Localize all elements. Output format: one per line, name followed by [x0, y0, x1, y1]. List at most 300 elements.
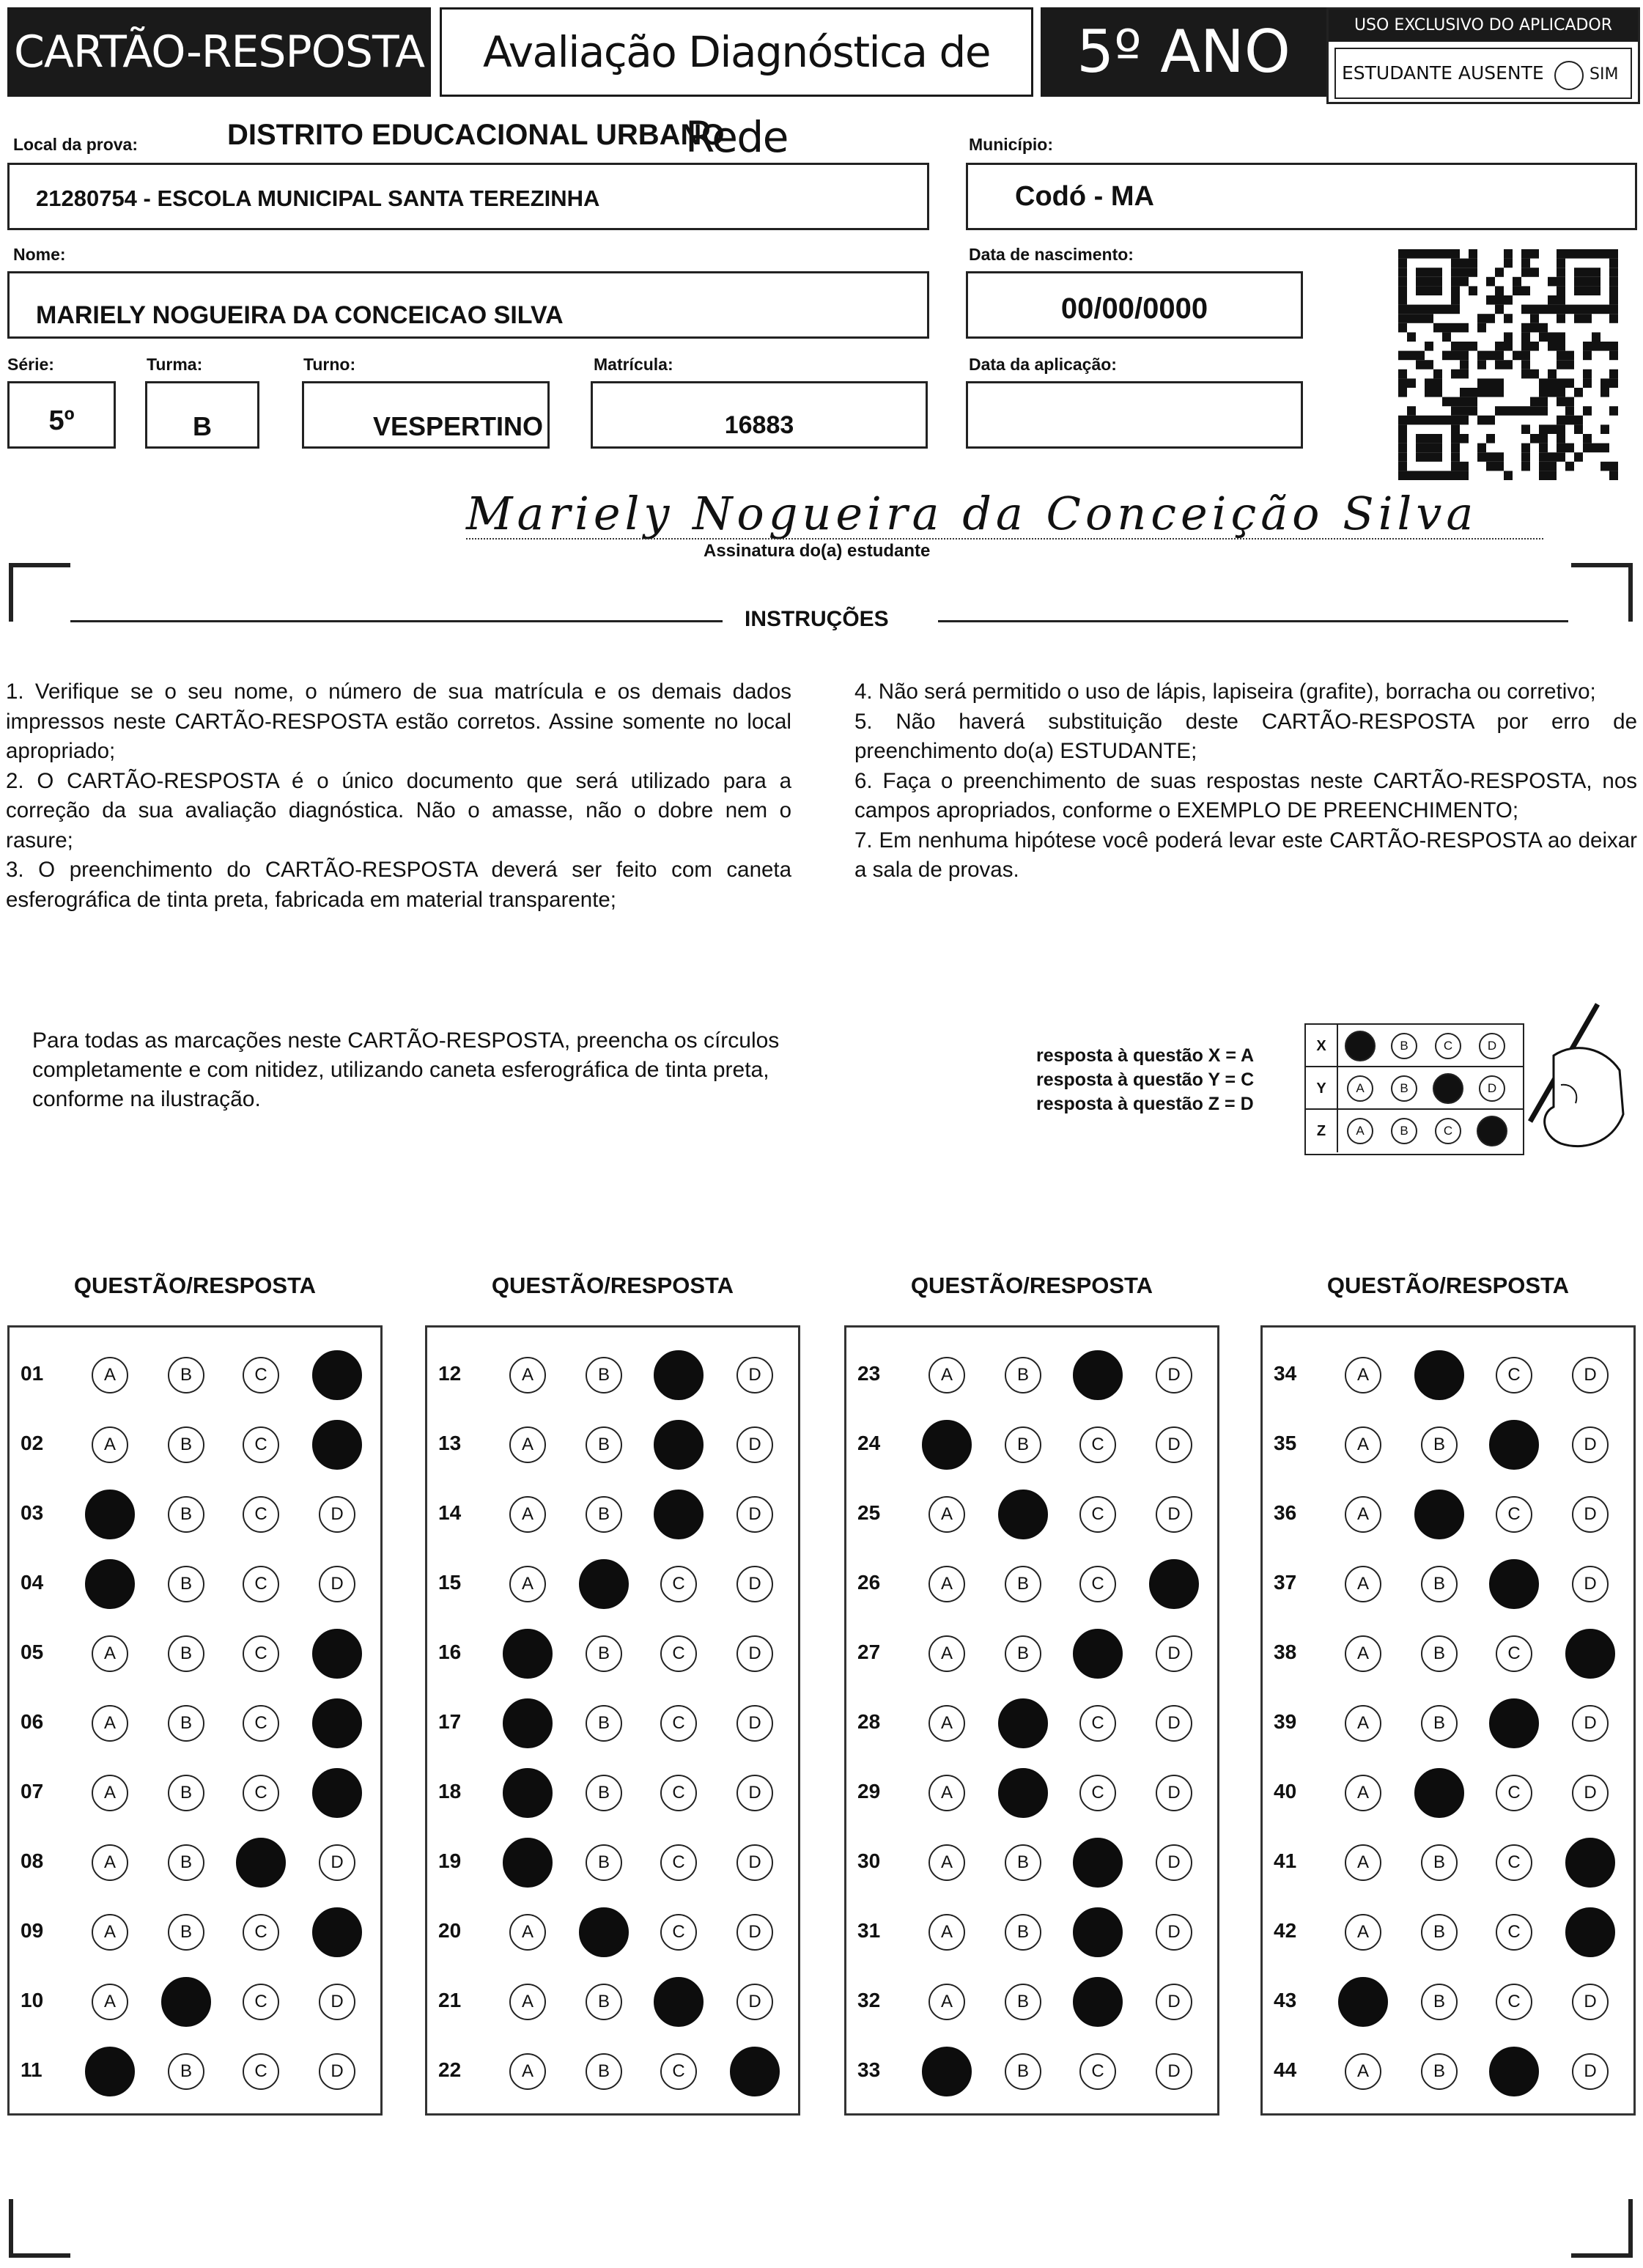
- qr-module: [1460, 351, 1469, 361]
- question-number: 09: [21, 1919, 44, 1942]
- answer-bubble-10-d[interactable]: D: [319, 1984, 355, 2020]
- answer-bubble-07-d[interactable]: [312, 1768, 362, 1818]
- answer-bubble-09-d[interactable]: [312, 1907, 362, 1957]
- answer-bubble-17-c[interactable]: C: [660, 1705, 697, 1742]
- answer-bubble-27-c[interactable]: [1073, 1629, 1123, 1679]
- answer-bubble-33-b[interactable]: B: [1005, 2053, 1041, 2090]
- answer-bubble-14-a[interactable]: A: [509, 1496, 546, 1533]
- answer-bubble-03-a[interactable]: [85, 1490, 135, 1539]
- qr-module: [1442, 323, 1451, 333]
- answer-bubble-41-b[interactable]: B: [1421, 1844, 1458, 1881]
- qr-module: [1433, 388, 1442, 397]
- answer-bubble-19-a[interactable]: [503, 1838, 553, 1888]
- answer-bubble-12-c[interactable]: [654, 1350, 704, 1400]
- qr-module: [1433, 305, 1442, 314]
- answer-bubble-36-c[interactable]: C: [1496, 1496, 1532, 1533]
- answer-bubble-03-b[interactable]: B: [168, 1496, 204, 1533]
- answer-bubble-12-a[interactable]: A: [509, 1357, 546, 1393]
- answer-bubble-39-c[interactable]: [1489, 1698, 1539, 1748]
- qr-module: [1425, 268, 1433, 277]
- answer-bubble-18-a[interactable]: [503, 1768, 553, 1818]
- qr-module: [1460, 397, 1469, 407]
- answer-bubble-15-c[interactable]: C: [660, 1566, 697, 1602]
- qr-module: [1495, 452, 1504, 462]
- answer-bubble-16-b[interactable]: B: [586, 1635, 622, 1672]
- qr-module: [1433, 434, 1442, 443]
- answer-bubble-14-b[interactable]: B: [586, 1496, 622, 1533]
- answer-bubble-29-b[interactable]: [998, 1768, 1048, 1818]
- evaluation-title: Avaliação Diagnóstica de Rede: [440, 7, 1033, 97]
- qr-module: [1521, 323, 1530, 333]
- answer-bubble-40-d[interactable]: D: [1572, 1775, 1609, 1811]
- answer-bubble-10-c[interactable]: C: [243, 1984, 279, 2020]
- answer-bubble-34-d[interactable]: D: [1572, 1357, 1609, 1393]
- answer-bubble-06-c[interactable]: C: [243, 1705, 279, 1742]
- qr-module: [1521, 443, 1530, 453]
- answer-bubble-03-c[interactable]: C: [243, 1496, 279, 1533]
- question-number: 17: [438, 1710, 462, 1733]
- answer-bubble-40-c[interactable]: C: [1496, 1775, 1532, 1811]
- answer-bubble-13-c[interactable]: [654, 1420, 704, 1470]
- qr-module: [1557, 434, 1565, 443]
- answer-bubble-04-d[interactable]: D: [319, 1566, 355, 1602]
- answer-bubble-07-c[interactable]: C: [243, 1775, 279, 1811]
- answer-bubble-02-a[interactable]: A: [92, 1426, 128, 1463]
- qr-module: [1521, 462, 1530, 471]
- qr-module: [1442, 397, 1451, 407]
- answer-bubble-30-a[interactable]: A: [928, 1844, 965, 1881]
- enrollment-label: Matrícula:: [594, 355, 673, 374]
- question-number: 39: [1274, 1710, 1297, 1733]
- qr-module: [1486, 462, 1495, 471]
- qr-module: [1460, 471, 1469, 480]
- grade-box: [7, 381, 116, 449]
- qr-code: [1398, 249, 1618, 481]
- answer-bubble-31-b[interactable]: B: [1005, 1914, 1041, 1951]
- answer-bubble-42-a[interactable]: A: [1345, 1914, 1381, 1951]
- answer-bubble-01-d[interactable]: [312, 1350, 362, 1400]
- answer-bubble-02-c[interactable]: C: [243, 1426, 279, 1463]
- answer-bubble-38-d[interactable]: [1565, 1629, 1615, 1679]
- answer-bubble-31-c[interactable]: [1073, 1907, 1123, 1957]
- answer-bubble-12-d[interactable]: D: [736, 1357, 773, 1393]
- answer-bubble-06-b[interactable]: B: [168, 1705, 204, 1742]
- answer-bubble-10-b[interactable]: [161, 1977, 211, 2027]
- answer-bubble-18-c[interactable]: C: [660, 1775, 697, 1811]
- corner-mark: [1628, 563, 1633, 622]
- answer-bubble-41-a[interactable]: A: [1345, 1844, 1381, 1881]
- qr-module: [1451, 249, 1460, 259]
- answer-bubble-12-b[interactable]: B: [586, 1357, 622, 1393]
- answer-bubble-21-b[interactable]: B: [586, 1984, 622, 2020]
- qr-module: [1504, 406, 1513, 416]
- corner-mark: [1571, 2253, 1633, 2258]
- answer-bubble-37-c[interactable]: [1489, 1559, 1539, 1609]
- answer-bubble-09-a[interactable]: A: [92, 1914, 128, 1951]
- qr-module: [1469, 406, 1477, 416]
- answer-bubble-35-c[interactable]: [1489, 1420, 1539, 1470]
- qr-module: [1539, 332, 1548, 342]
- qr-module: [1495, 268, 1504, 277]
- answer-bubble-08-d[interactable]: D: [319, 1844, 355, 1881]
- qr-module: [1416, 314, 1425, 323]
- qr-module: [1609, 351, 1618, 361]
- answer-bubble-32-a[interactable]: A: [928, 1984, 965, 2020]
- qr-module: [1557, 277, 1565, 287]
- answer-bubble-05-d[interactable]: [312, 1629, 362, 1679]
- municipality-label: Município:: [969, 135, 1053, 154]
- answer-bubble-03-d[interactable]: D: [319, 1496, 355, 1533]
- answer-bubble-33-d[interactable]: D: [1156, 2053, 1192, 2090]
- qr-module: [1548, 305, 1557, 314]
- answer-bubble-43-a[interactable]: [1338, 1977, 1388, 2027]
- answer-bubble-05-c[interactable]: C: [243, 1635, 279, 1672]
- answer-bubble-21-a[interactable]: A: [509, 1984, 546, 2020]
- answer-bubble-23-a[interactable]: A: [928, 1357, 965, 1393]
- pen-hand-icon: [1510, 997, 1627, 1177]
- answer-bubble-19-d[interactable]: D: [736, 1844, 773, 1881]
- qr-module: [1609, 268, 1618, 277]
- answer-bubble-27-a[interactable]: A: [928, 1635, 965, 1672]
- answer-bubble-36-d[interactable]: D: [1572, 1496, 1609, 1533]
- question-number: 33: [857, 2058, 881, 2081]
- example-bubble: B: [1391, 1118, 1417, 1144]
- answer-bubble-29-a[interactable]: A: [928, 1775, 965, 1811]
- answer-bubble-32-c[interactable]: [1073, 1977, 1123, 2027]
- answer-bubble-34-a[interactable]: A: [1345, 1357, 1381, 1393]
- qr-module: [1398, 452, 1407, 462]
- column-title: QUESTÃO/RESPOSTA: [1326, 1273, 1570, 1298]
- answer-bubble-06-d[interactable]: [312, 1698, 362, 1748]
- answer-bubble-28-d[interactable]: D: [1156, 1705, 1192, 1742]
- instruction-3: 3. O preenchimento do CARTÃO-RESPOSTA deverá ser feito com caneta esferográfica de tinta preta, fabricada em material transparente;: [6, 858, 791, 912]
- qr-module: [1477, 351, 1486, 361]
- question-number: 04: [21, 1571, 44, 1594]
- answer-bubble-37-d[interactable]: D: [1572, 1566, 1609, 1602]
- answer-bubble-13-b[interactable]: B: [586, 1426, 622, 1463]
- answer-bubble-42-d[interactable]: [1565, 1907, 1615, 1957]
- qr-module: [1398, 259, 1407, 268]
- answer-bubble-26-c[interactable]: C: [1079, 1566, 1116, 1602]
- answer-bubble-43-b[interactable]: B: [1421, 1984, 1458, 2020]
- qr-module: [1398, 314, 1407, 323]
- answer-bubble-25-d[interactable]: D: [1156, 1496, 1192, 1533]
- qr-module: [1451, 305, 1460, 314]
- answer-bubble-23-d[interactable]: D: [1156, 1357, 1192, 1393]
- answer-bubble-16-a[interactable]: [503, 1629, 553, 1679]
- question-number: 43: [1274, 1989, 1297, 2011]
- answer-bubble-08-c[interactable]: [236, 1838, 286, 1888]
- qr-module: [1583, 378, 1592, 388]
- answer-bubble-11-b[interactable]: B: [168, 2053, 204, 2090]
- qr-module: [1398, 305, 1407, 314]
- answer-bubble-27-d[interactable]: D: [1156, 1635, 1192, 1672]
- absent-bubble[interactable]: [1554, 61, 1584, 90]
- qr-module: [1398, 388, 1407, 397]
- example-bubble: B: [1391, 1033, 1417, 1059]
- answer-bubble-15-d[interactable]: D: [736, 1566, 773, 1602]
- qr-module: [1442, 305, 1451, 314]
- answer-bubble-26-a[interactable]: A: [928, 1566, 965, 1602]
- answer-bubble-10-a[interactable]: A: [92, 1984, 128, 2020]
- qr-module: [1460, 406, 1469, 416]
- question-number: 26: [857, 1571, 881, 1594]
- answer-bubble-32-d[interactable]: D: [1156, 1984, 1192, 2020]
- qr-module: [1600, 305, 1609, 314]
- answer-bubble-38-a[interactable]: A: [1345, 1635, 1381, 1672]
- year-badge: 5º ANO: [1041, 7, 1326, 97]
- answer-bubble-39-d[interactable]: D: [1572, 1705, 1609, 1742]
- question-number: 30: [857, 1849, 881, 1872]
- qr-module: [1451, 323, 1460, 333]
- answer-bubble-26-d[interactable]: [1149, 1559, 1199, 1609]
- answer-bubble-04-b[interactable]: B: [168, 1566, 204, 1602]
- answer-bubble-13-a[interactable]: A: [509, 1426, 546, 1463]
- question-number: 06: [21, 1710, 44, 1733]
- qr-module: [1398, 424, 1407, 434]
- answer-bubble-15-b[interactable]: [579, 1559, 629, 1609]
- answer-bubble-41-d[interactable]: [1565, 1838, 1615, 1888]
- answer-bubble-28-c[interactable]: C: [1079, 1705, 1116, 1742]
- answer-bubble-04-a[interactable]: [85, 1559, 135, 1609]
- answer-bubble-24-d[interactable]: D: [1156, 1426, 1192, 1463]
- signature-label: Assinatura do(a) estudante: [704, 541, 931, 561]
- qr-module: [1460, 342, 1469, 351]
- answer-bubble-11-d[interactable]: D: [319, 2053, 355, 2090]
- qr-module: [1451, 462, 1460, 471]
- question-number: 28: [857, 1710, 881, 1733]
- answer-bubble-17-d[interactable]: D: [736, 1705, 773, 1742]
- answer-bubble-44-b[interactable]: B: [1421, 2053, 1458, 2090]
- qr-module: [1600, 443, 1609, 453]
- instruction-2: 2. O CARTÃO-RESPOSTA é o único documento que será utilizado para a correção da sua avaliação diagnóstica. Não o amasse, não o dobre nem o rasure;: [6, 768, 791, 853]
- answer-bubble-25-b[interactable]: [998, 1490, 1048, 1539]
- answer-bubble-26-b[interactable]: B: [1005, 1566, 1041, 1602]
- qr-module: [1451, 268, 1460, 277]
- answer-bubble-43-d[interactable]: D: [1572, 1984, 1609, 2020]
- answer-bubble-11-c[interactable]: C: [243, 2053, 279, 2090]
- qr-module: [1609, 277, 1618, 287]
- answer-bubble-01-a[interactable]: A: [92, 1357, 128, 1393]
- answer-bubble-07-a[interactable]: A: [92, 1775, 128, 1811]
- qr-module: [1398, 462, 1407, 471]
- answer-bubble-40-b[interactable]: [1414, 1768, 1464, 1818]
- answer-bubble-30-b[interactable]: B: [1005, 1844, 1041, 1881]
- qr-module: [1469, 397, 1477, 407]
- answer-bubble-21-d[interactable]: D: [736, 1984, 773, 2020]
- answer-bubble-34-c[interactable]: C: [1496, 1357, 1532, 1393]
- qr-module: [1530, 434, 1539, 443]
- answer-bubble-24-b[interactable]: B: [1005, 1426, 1041, 1463]
- answer-bubble-33-a[interactable]: [922, 2047, 972, 2096]
- answer-bubble-13-d[interactable]: D: [736, 1426, 773, 1463]
- qr-module: [1513, 277, 1521, 287]
- qr-module: [1460, 369, 1469, 379]
- qr-module: [1521, 342, 1530, 351]
- answer-bubble-37-a[interactable]: A: [1345, 1566, 1381, 1602]
- qr-module: [1495, 360, 1504, 369]
- answer-bubble-05-a[interactable]: A: [92, 1635, 128, 1672]
- answer-bubble-05-b[interactable]: B: [168, 1635, 204, 1672]
- qr-module: [1548, 332, 1557, 342]
- answer-bubble-42-b[interactable]: B: [1421, 1914, 1458, 1951]
- answer-bubble-32-b[interactable]: B: [1005, 1984, 1041, 2020]
- answer-bubble-38-b[interactable]: B: [1421, 1635, 1458, 1672]
- question-number: 19: [438, 1849, 462, 1872]
- answer-bubble-37-b[interactable]: B: [1421, 1566, 1458, 1602]
- qr-module: [1451, 342, 1460, 351]
- qr-module: [1425, 434, 1433, 443]
- answer-bubble-15-a[interactable]: A: [509, 1566, 546, 1602]
- signature: Mariely Nogueira da Conceição Silva: [466, 487, 1478, 540]
- qr-module: [1574, 286, 1583, 295]
- qr-module: [1416, 416, 1425, 425]
- answer-bubble-24-c[interactable]: C: [1079, 1426, 1116, 1463]
- answer-bubble-33-c[interactable]: C: [1079, 2053, 1116, 2090]
- answer-bubble-22-a[interactable]: A: [509, 2053, 546, 2090]
- answer-bubble-20-d[interactable]: D: [736, 1914, 773, 1951]
- answer-bubble-17-a[interactable]: [503, 1698, 553, 1748]
- question-number: 24: [857, 1432, 881, 1454]
- answer-bubble-29-c[interactable]: C: [1079, 1775, 1116, 1811]
- example-bubble: D: [1479, 1075, 1505, 1102]
- answer-bubble-02-b[interactable]: B: [168, 1426, 204, 1463]
- qr-module: [1583, 314, 1592, 323]
- answer-bubble-18-b[interactable]: B: [586, 1775, 622, 1811]
- answer-bubble-07-b[interactable]: B: [168, 1775, 204, 1811]
- question-number: 23: [857, 1362, 881, 1385]
- answer-bubble-23-b[interactable]: B: [1005, 1357, 1041, 1393]
- card-title: CARTÃO-RESPOSTA: [7, 7, 431, 97]
- answer-bubble-36-a[interactable]: A: [1345, 1496, 1381, 1533]
- absent-option: SIM: [1590, 65, 1619, 84]
- answer-bubble-18-d[interactable]: D: [736, 1775, 773, 1811]
- answer-bubble-08-a[interactable]: A: [92, 1844, 128, 1881]
- answer-bubble-14-d[interactable]: D: [736, 1496, 773, 1533]
- answer-bubble-25-c[interactable]: C: [1079, 1496, 1116, 1533]
- qr-module: [1477, 378, 1486, 388]
- answer-bubble-19-c[interactable]: C: [660, 1844, 697, 1881]
- instruction-7: 7. Em nenhuma hipótese você poderá levar este CARTÃO-RESPOSTA ao deixar a sala de provas.: [854, 828, 1637, 882]
- class-label: Turma:: [147, 355, 203, 374]
- qr-module: [1592, 342, 1600, 351]
- qr-module: [1609, 369, 1618, 379]
- answer-bubble-35-b[interactable]: B: [1421, 1426, 1458, 1463]
- answer-bubble-38-c[interactable]: C: [1496, 1635, 1532, 1672]
- answer-bubble-44-d[interactable]: D: [1572, 2053, 1609, 2090]
- answer-bubble-27-b[interactable]: B: [1005, 1635, 1041, 1672]
- instructions-title: INSTRUÇÕES: [745, 607, 889, 631]
- answer-bubble-20-a[interactable]: A: [509, 1914, 546, 1951]
- answer-bubble-16-c[interactable]: C: [660, 1635, 697, 1672]
- answer-bubble-09-c[interactable]: C: [243, 1914, 279, 1951]
- qr-module: [1548, 369, 1557, 379]
- qr-module: [1583, 443, 1592, 453]
- qr-module: [1539, 434, 1548, 443]
- answer-bubble-29-d[interactable]: D: [1156, 1775, 1192, 1811]
- answer-bubble-42-c[interactable]: C: [1496, 1914, 1532, 1951]
- answer-bubble-17-b[interactable]: B: [586, 1705, 622, 1742]
- qr-module: [1609, 378, 1618, 388]
- qr-module: [1416, 286, 1425, 295]
- answer-bubble-11-a[interactable]: [85, 2047, 135, 2096]
- answer-bubble-22-c[interactable]: C: [660, 2053, 697, 2090]
- answer-bubble-30-c[interactable]: [1073, 1838, 1123, 1888]
- answer-bubble-06-a[interactable]: A: [92, 1705, 128, 1742]
- student-name: MARIELY NOGUEIRA DA CONCEICAO SILVA: [36, 301, 564, 329]
- answer-bubble-22-d[interactable]: [730, 2047, 780, 2096]
- example-y: resposta à questão Y = C: [1036, 1069, 1255, 1090]
- answer-bubble-19-b[interactable]: B: [586, 1844, 622, 1881]
- instruction-5: 5. Não haverá substituição deste CARTÃO-RESPOSTA por erro de preenchimento do(a) ESTUDANTE;: [854, 709, 1637, 763]
- answer-bubble-35-a[interactable]: A: [1345, 1426, 1381, 1463]
- answer-bubble-28-b[interactable]: [998, 1698, 1048, 1748]
- qr-module: [1539, 462, 1548, 471]
- qr-module: [1504, 249, 1513, 259]
- answer-bubble-20-b[interactable]: [579, 1907, 629, 1957]
- question-number: 32: [857, 1989, 881, 2011]
- answer-bubble-24-a[interactable]: [922, 1420, 972, 1470]
- answer-bubble-02-d[interactable]: [312, 1420, 362, 1470]
- answer-bubble-41-c[interactable]: C: [1496, 1844, 1532, 1881]
- qr-module: [1425, 314, 1433, 323]
- qr-module: [1583, 369, 1592, 379]
- answer-bubble-20-c[interactable]: C: [660, 1914, 697, 1951]
- answer-bubble-40-a[interactable]: A: [1345, 1775, 1381, 1811]
- qr-module: [1495, 462, 1504, 471]
- answer-bubble-31-a[interactable]: A: [928, 1914, 965, 1951]
- answer-bubble-28-a[interactable]: A: [928, 1705, 965, 1742]
- qr-module: [1442, 249, 1451, 259]
- qr-module: [1609, 406, 1618, 416]
- question-number: 21: [438, 1989, 462, 2011]
- answer-bubble-44-c[interactable]: [1489, 2047, 1539, 2096]
- qr-module: [1486, 378, 1495, 388]
- answer-bubble-21-c[interactable]: [654, 1977, 704, 2027]
- qr-module: [1557, 295, 1565, 305]
- qr-module: [1425, 378, 1433, 388]
- qr-module: [1592, 249, 1600, 259]
- qr-module: [1600, 249, 1609, 259]
- answer-bubble-14-c[interactable]: [654, 1490, 704, 1539]
- qr-module: [1433, 277, 1442, 287]
- answer-bubble-25-a[interactable]: A: [928, 1496, 965, 1533]
- answer-bubble-36-b[interactable]: [1414, 1490, 1464, 1539]
- answer-bubble-43-c[interactable]: C: [1496, 1984, 1532, 2020]
- qr-module: [1460, 462, 1469, 471]
- instruction-6: 6. Faça o preenchimento de suas respostas neste CARTÃO-RESPOSTA, nos campos apropriados, conforme o EXEMPLO DE PREENCHIMENTO;: [854, 768, 1637, 822]
- question-number: 36: [1274, 1501, 1297, 1524]
- answer-bubble-09-b[interactable]: B: [168, 1914, 204, 1951]
- answer-bubble-22-b[interactable]: B: [586, 2053, 622, 2090]
- question-number: 41: [1274, 1849, 1297, 1872]
- answer-bubble-08-b[interactable]: B: [168, 1844, 204, 1881]
- qr-module: [1486, 277, 1495, 287]
- answer-bubble-01-b[interactable]: B: [168, 1357, 204, 1393]
- answer-bubble-23-c[interactable]: [1073, 1350, 1123, 1400]
- answer-bubble-04-c[interactable]: C: [243, 1566, 279, 1602]
- answer-bubble-35-d[interactable]: D: [1572, 1426, 1609, 1463]
- answer-bubble-39-a[interactable]: A: [1345, 1705, 1381, 1742]
- answer-bubble-31-d[interactable]: D: [1156, 1914, 1192, 1951]
- answer-bubble-44-a[interactable]: A: [1345, 2053, 1381, 2090]
- answer-bubble-34-b[interactable]: [1414, 1350, 1464, 1400]
- answer-bubble-01-c[interactable]: C: [243, 1357, 279, 1393]
- divider: [938, 620, 1568, 622]
- answer-bubble-39-b[interactable]: B: [1421, 1705, 1458, 1742]
- answer-bubble-30-d[interactable]: D: [1156, 1844, 1192, 1881]
- answer-bubble-16-d[interactable]: D: [736, 1635, 773, 1672]
